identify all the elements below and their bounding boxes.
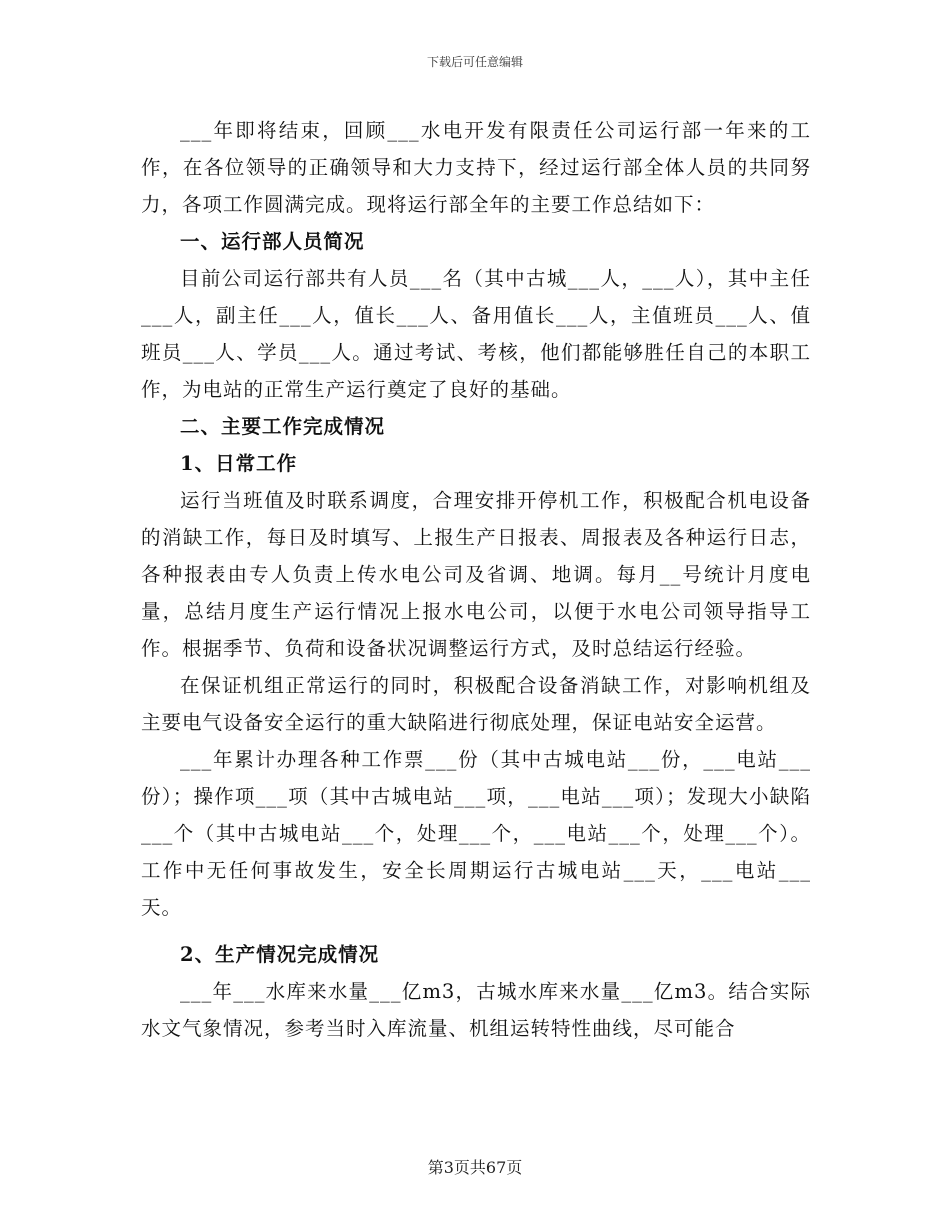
maintenance-paragraph: 在保证机组正常运行的同时，积极配合设备消缺工作，对影响机组及主要电气设备安全运行的重大缺陷进行彻底处理，保证电站安全运营。	[141, 674, 811, 734]
subsection-heading-daily-work: 1、日常工作	[180, 452, 298, 475]
production-paragraph: ___年___水库来水量___亿m3，古城水库来水量___亿m3。结合实际水文气象情况，参考当时入库流量、机组运转特性曲线，尽可能合	[141, 980, 811, 1040]
document-body	[141, 112, 811, 1047]
statistics-paragraph: ___年累计办理各种工作票___份（其中古城电站___份，___电站___份）；操作项___项（其中古城电站___项，___电站___项）；发现大小缺陷___个（其中古城电站___个，处理___个，___电站___个，处理___个）。工作中无任何事故发生，安全长周期运行古城电站___天，___电站___天。	[141, 748, 811, 919]
page-footer: 第3页共67页	[427, 1158, 523, 1177]
section-heading-main-work: 二、主要工作完成情况	[180, 415, 386, 438]
staff-paragraph: 目前公司运行部共有人员___名（其中古城___人，___人），其中主任___人，副主任___人，值长___人、备用值长___人，主值班员___人、值班员___人、学员___人。通过考试、考核，他们都能够胜任自己的本职工作，为电站的正常生产运行奠定了良好的基础。	[141, 267, 811, 401]
intro-paragraph: ___年即将结束，回顾___水电开发有限责任公司运行部一年来的工作，在各位领导的正确领导和大力支持下，经过运行部全体人员的共同努力，各项工作圆满完成。现将运行部全年的主要工作总结如下：	[141, 119, 811, 216]
daily-work-paragraph: 运行当班值及时联系调度，合理安排开停机工作，积极配合机电设备的消缺工作，每日及时填写、上报生产日报表、周报表及各种运行日志，各种报表由专人负责上传水电公司及省调、地调。每月__号统计月度电量，总结月度生产运行情况上报水电公司，以便于水电公司领导指导工作。根据季节、负荷和设备状况调整运行方式，及时总结运行经验。	[141, 489, 811, 660]
page-header: 下载后可任意编辑	[426, 55, 523, 69]
paragraph-spacer	[141, 926, 811, 936]
subsection-heading-production: 2、生产情况完成情况	[180, 943, 380, 966]
section-heading-staff: 一、运行部人员简况	[180, 230, 365, 253]
